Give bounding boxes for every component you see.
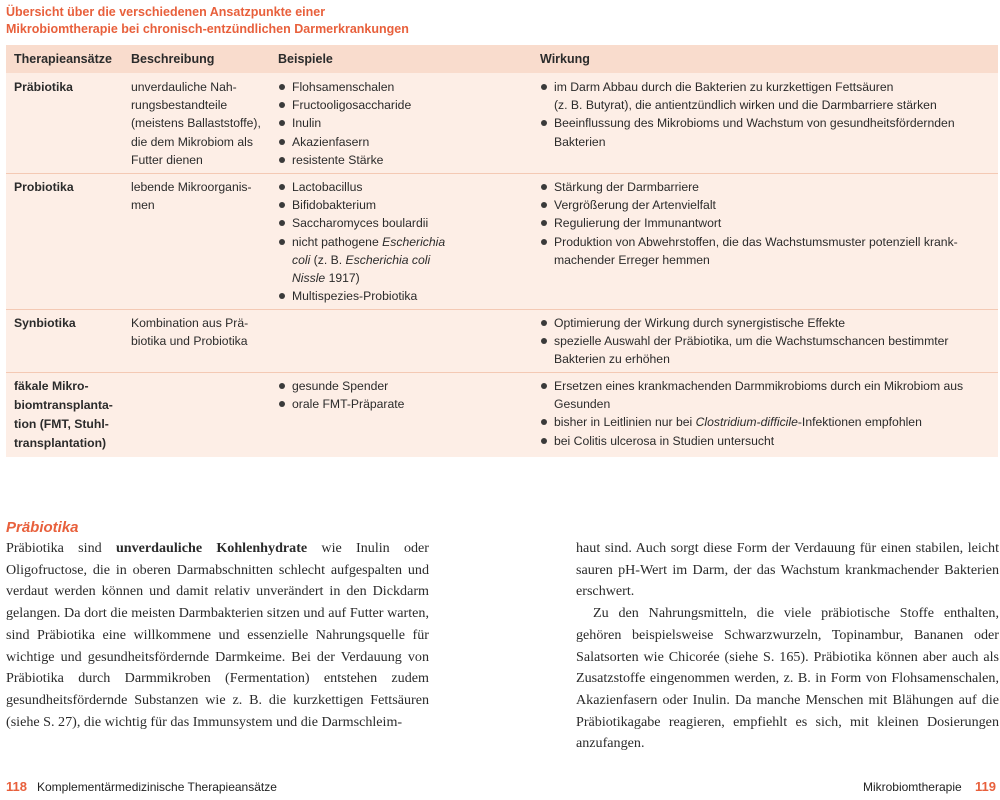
footer-right [863, 779, 996, 794]
text-column-left [6, 538, 429, 733]
example-item: gesunde Spender [278, 377, 404, 395]
name-line: biomtransplanta- [14, 398, 113, 412]
effect-line: Gesunden [554, 397, 611, 412]
table-caption [6, 4, 606, 38]
paragraph-2: haut sind. Auch sorgt diese Form der Verdauung für einen stabilen, leicht sauren pH-Wert im Darm, der das Wachstum krankmachender Bakterien erschwert. [576, 540, 999, 600]
ecoli-line-3: Nissle 1917) [292, 271, 360, 286]
example-item: orale FMT-Präparate [278, 395, 404, 413]
example-item: Fructooligosaccharide [278, 96, 411, 114]
row-name-probiotics [14, 178, 74, 196]
row-desc-probiotics [131, 178, 252, 214]
effect-item [540, 214, 958, 232]
example-item: Inulin [278, 114, 411, 132]
effect-item [540, 332, 948, 368]
effect-line: im Darm Abbau durch die Bakterien zu kurzkettigen Fettsäuren [554, 80, 894, 94]
effect-line: Regulierung der Immunantwort [554, 216, 722, 231]
paragraph-1: Präbiotika sind unverdauliche Kohlenhydrate wie Inulin oder Oligofructose, die in oberen Darmabschnitten schlecht aufgespalten und verdaut werden können und damit relativ unverändert in den Dickdarm gelangen. Da dort die meisten Darmbakterien sitzen und auf Futter warten, sind Präbiotika eine willkommene und essenzielle Nahrungsquelle für wichtige und gesundheitsfördernde Darmkeime. Bei der Verdauung von Präbiotika durch Darmmikroben (Fermentation) entstehen zudem gesundheitsfördernde Substanzen wie z. B. die kurzkettigen Fettsäuren (siehe S. 27), die wichtig für das Immunsystem und die Darmschleim- [6, 540, 429, 730]
effect-item [540, 78, 955, 114]
example-item: Multispezies-Probiotika [278, 287, 478, 305]
desc-line: lebende Mikroorganis- [131, 180, 252, 194]
example-item: resistente Stärke [278, 151, 411, 169]
effect-line: Stärkung der Darmbarriere [554, 180, 699, 194]
effect-item [540, 114, 955, 150]
desc-line: (meistens Ballaststoffe), [131, 116, 261, 131]
caption-line-2: Mikrobiomtherapie bei chronisch-entzündlichen Darmerkrankungen [6, 22, 409, 36]
row-desc-prebiotics [131, 78, 261, 169]
effect-item [540, 377, 963, 413]
row-name-fmt [14, 377, 113, 453]
running-head-left: Komplementärmedizinische Therapieansätze [37, 780, 277, 794]
desc-line: men [131, 198, 155, 213]
row-name-synbiotics [14, 314, 76, 332]
examples-probiotics [278, 178, 478, 305]
effect-line: Bakterien zu erhöhen [554, 352, 670, 367]
effect-item [540, 178, 958, 196]
section-title: Präbiotika [6, 519, 79, 536]
paragraph-3: Zu den Nahrungsmitteln, die viele präbiotische Stoffe enthalten, gehören beispielsweise Schwarzwurzeln, Topinambur, Bananen oder Salatsorten wie Chicorée (siehe S. 165). Präbiotika können aber auch als Zusatzstoffe eingenommen werden, z. B. in Form von Flohsamenschalen, Akazienfasern oder Inulin. Da manche Menschen mit Blähungen auf die Präbiotikagabe reagieren, empfiehlt es sich, mit kleinen Dosierungen anzufangen. [576, 605, 999, 752]
page-number-left: 118 [6, 779, 27, 794]
caption-line-1: Übersicht über die verschiedenen Ansatzpunkte einer [6, 5, 326, 19]
effect-item [540, 314, 948, 332]
example-item: Flohsamenschalen [278, 78, 411, 96]
example-item: Lactobacillus [278, 178, 478, 196]
therapy-table [6, 45, 998, 457]
desc-line: rungsbestandteile [131, 98, 228, 113]
examples-fmt [278, 377, 404, 413]
example-item-ecoli [278, 233, 478, 288]
examples-prebiotics [278, 78, 411, 169]
effect-line: Ersetzen eines krankmachenden Darmmikrobioms durch ein Mikrobiom aus [554, 379, 964, 393]
effect-line: Vergrößerung der Artenvielfalt [554, 198, 716, 213]
name-line: Probiotika [14, 180, 74, 194]
effects-fmt [540, 377, 963, 450]
header-effect: Wirkung [540, 52, 590, 66]
name-line: fäkale Mikro- [14, 379, 89, 393]
effect-line: Beeinflussung des Mikrobioms und Wachstum von gesundheitsfördernden [554, 116, 955, 131]
effect-item [540, 196, 958, 214]
effects-synbiotics [540, 314, 948, 369]
row-divider [6, 309, 998, 310]
name-line: Synbiotika [14, 316, 76, 330]
row-name-prebiotics [14, 78, 73, 96]
name-line: Präbiotika [14, 80, 73, 94]
example-item: Akazienfasern [278, 133, 411, 151]
effect-item-clostridium: bisher in Leitlinien nur bei Clostridium-difficile-Infektionen empfohlen [540, 413, 963, 431]
effect-line: (z. B. Butyrat), die antientzündlich wirken und die Darmbarriere stärken [554, 98, 937, 113]
effect-item: bei Colitis ulcerosa in Studien untersucht [540, 432, 963, 450]
row-divider [6, 372, 998, 373]
page-number-right: 119 [975, 779, 996, 794]
desc-line: unverdauliche Nah- [131, 80, 237, 94]
running-head-right: Mikrobiomtherapie [862, 780, 962, 794]
header-description: Beschreibung [131, 52, 215, 66]
row-divider [6, 173, 998, 174]
effects-probiotics [540, 178, 958, 269]
ecoli-line-2: coli (z. B. Escherichia coli [292, 252, 431, 267]
table-header [6, 45, 998, 73]
desc-line: die dem Mikrobiom als [131, 134, 253, 149]
desc-line: biotika und Probiotika [131, 334, 248, 349]
effect-line: Bakterien [554, 134, 606, 149]
header-therapy: Therapieansätze [14, 52, 112, 66]
row-desc-synbiotics [131, 314, 248, 350]
desc-line: Futter dienen [131, 152, 203, 167]
effect-line: machender Erreger hemmen [554, 252, 710, 267]
text-column-right [576, 538, 999, 755]
header-examples: Beispiele [278, 52, 333, 66]
name-line: transplantation) [14, 436, 107, 450]
effect-item [540, 233, 958, 269]
name-line: tion (FMT, Stuhl- [14, 417, 109, 431]
desc-line: Kombination aus Prä- [131, 316, 249, 330]
effects-prebiotics [540, 78, 955, 151]
effect-line: Produktion von Abwehrstoffen, die das Wachstumsmuster potenziell krank- [554, 234, 958, 249]
effect-line: Optimierung der Wirkung durch synergistische Effekte [554, 316, 846, 330]
example-item: Bifidobakterium [278, 196, 478, 214]
ecoli-line-1: nicht pathogene Escherichia [292, 234, 446, 249]
example-item: Saccharomyces boulardii [278, 214, 478, 232]
effect-line: spezielle Auswahl der Präbiotika, um die Wachstumschancen bestimmter [554, 334, 949, 349]
footer-left [6, 779, 277, 794]
